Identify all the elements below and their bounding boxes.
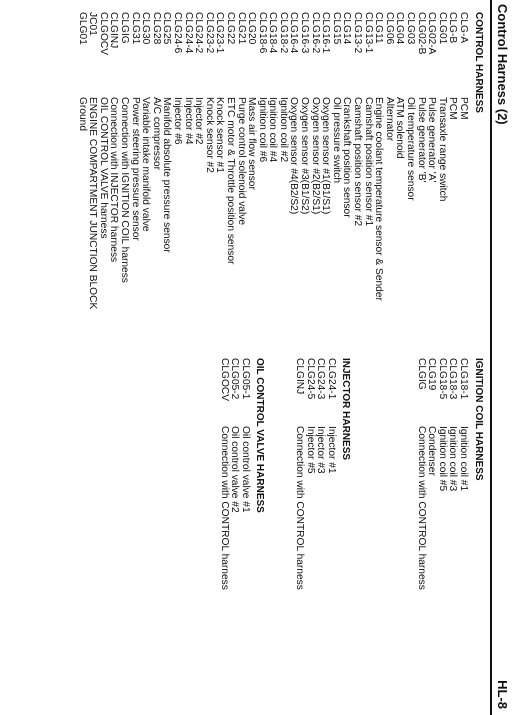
connector-description: ATM solenoid — [394, 97, 406, 159]
connector-description: Injector #2 — [193, 97, 205, 145]
connector-description: Oil pressure switch — [330, 97, 342, 184]
connector-description: Ground — [76, 97, 88, 131]
connector-code: CLG13-2 — [352, 12, 364, 54]
list-item — [246, 12, 257, 309]
list-item — [256, 12, 267, 309]
connector-description: Engine coolant temperature sensor & Sender — [373, 97, 385, 301]
list-item — [415, 12, 426, 309]
oil-control-valve-harness-title: OIL CONTROL VALVE HARNESS — [254, 358, 265, 513]
connector-code: CLG18-3 — [447, 358, 459, 400]
connector-description: Power steering pressure sensor — [129, 97, 141, 241]
connector-description: Ignition coil #3 — [447, 426, 459, 492]
connector-description: Pulse generator 'B' — [415, 97, 427, 183]
connector-description: Knock sensor #1 — [214, 97, 226, 173]
connector-description: Connection with IGNITION COIL harness — [119, 97, 130, 283]
page-title: Control Harness (2) — [495, 4, 510, 125]
list-item — [294, 358, 305, 590]
connector-code: GLG01 — [76, 12, 88, 45]
list-item — [383, 12, 394, 309]
connector-description: Knock sensor #2 — [203, 97, 215, 173]
connector-code: CLG20 — [246, 12, 258, 45]
connector-code: CLG13-1 — [362, 12, 374, 54]
list-item — [404, 12, 415, 309]
connector-code: CLG25 — [161, 12, 173, 45]
list-item — [330, 12, 341, 309]
connector-code: CLG01 — [436, 12, 448, 45]
connector-description: Variable intake manifold valve — [140, 97, 152, 232]
connector-code: CLG02-A — [426, 12, 438, 55]
connector-description: Ignition coil #5 — [436, 426, 448, 492]
connector-code: CLG19 — [426, 358, 438, 391]
connector-code: CLG02-B — [415, 12, 427, 55]
connector-description: Oxygen sensor #4(B2/S2) — [288, 97, 300, 215]
connector-description: Injector #5 — [304, 426, 316, 474]
connector-description: ETC motor & Throttle position sensor — [224, 97, 236, 265]
connector-code: CLG-A — [458, 12, 469, 44]
connector-description: Ignition coil #6 — [256, 97, 268, 163]
list-item — [320, 12, 331, 309]
connector-code: CLG23-1 — [214, 12, 226, 54]
list-item — [288, 12, 299, 309]
connector-description: Oil control valve #1 — [240, 426, 251, 513]
control-harness-title: CONTROL HARNESS — [473, 12, 484, 113]
oil-control-valve-harness-list — [218, 358, 250, 590]
list-item — [457, 358, 468, 590]
list-item — [203, 12, 214, 309]
connector-description: Injector #3 — [315, 426, 327, 474]
connector-code: CLGIG — [415, 358, 427, 390]
connector-code: CLG18-4 — [267, 12, 279, 54]
connector-description: Oil control valve #2 — [229, 426, 241, 513]
ignition-coil-harness-title: IGNITION COIL HARNESS — [473, 358, 484, 481]
list-item — [315, 358, 326, 590]
list-item — [299, 12, 310, 309]
connector-description: ENGINE COMPARTMENT JUNCTION BLOCK — [87, 97, 99, 310]
connector-code: CLG24-4 — [182, 12, 194, 54]
connector-code: CLG22 — [224, 12, 236, 45]
connector-code: CLG28 — [150, 12, 162, 45]
connector-code: CLG-B — [447, 12, 459, 44]
connector-description: A/C compressor — [150, 97, 162, 171]
connector-description: Purge control solenoid valve — [235, 97, 247, 225]
connector-code: CLG16-4 — [288, 12, 300, 54]
control-harness-list — [76, 12, 468, 309]
connector-code: CLGINJ — [294, 358, 306, 395]
connector-code: CLG18-5 — [436, 358, 448, 400]
connector-code: CLG14 — [341, 12, 353, 45]
list-item — [447, 12, 458, 309]
list-item — [193, 12, 204, 309]
connector-code: CLG15 — [330, 12, 342, 45]
connector-code: CLG16-2 — [309, 12, 321, 54]
connector-description: Oxygen sensor #3(B1/S2) — [299, 97, 311, 215]
list-item — [118, 12, 129, 309]
connector-description: Oil temperature sensor — [405, 97, 417, 201]
connector-description: PCM — [458, 97, 469, 120]
connector-code: CLGIG — [119, 12, 130, 44]
list-item — [224, 12, 235, 309]
connector-code: CLG24-5 — [304, 358, 316, 400]
connector-code: CLG05-1 — [240, 358, 251, 400]
connector-description: Ignition coil #2 — [277, 97, 289, 163]
list-item — [218, 358, 229, 590]
connector-description: Injector #1 — [326, 426, 337, 474]
connector-code: CLG30 — [140, 12, 152, 45]
connector-description: OIL CONTROL VALVE harness — [97, 97, 109, 239]
connector-code: CLG05-2 — [229, 358, 241, 400]
list-item — [426, 12, 437, 309]
list-item — [426, 358, 437, 590]
header-rule — [490, 0, 492, 715]
list-item — [309, 12, 320, 309]
list-item — [214, 12, 225, 309]
connector-code: CLG16-1 — [320, 12, 332, 54]
connector-code: CLG24-2 — [193, 12, 205, 54]
list-item — [436, 12, 447, 309]
list-item — [415, 358, 426, 590]
connector-description: Oxygen sensor #2(B2/S1) — [309, 97, 321, 215]
ignition-coil-harness-list — [415, 358, 468, 590]
injector-harness-title: INJECTOR HARNESS — [340, 358, 351, 461]
connector-code: CLG18-2 — [277, 12, 289, 54]
list-item — [76, 12, 87, 309]
connector-code: CLG18-6 — [256, 12, 268, 54]
connector-description: Condenser — [426, 426, 438, 476]
connector-code: CLGOCV — [218, 358, 230, 402]
connector-code: CLG23-2 — [203, 12, 215, 54]
connector-description: Manifold absolute pressure sensor — [161, 97, 173, 253]
connector-description: Connection with CONTROL harness — [218, 426, 230, 590]
connector-code: CLGINJ — [108, 12, 120, 49]
connector-description: Transaxle range switch — [436, 97, 448, 202]
connector-code: CLG04 — [394, 12, 406, 45]
connector-code: CLG21 — [235, 12, 247, 45]
list-item — [341, 12, 352, 309]
connector-description: Connection with CONTROL harness — [415, 426, 427, 590]
list-item — [171, 12, 182, 309]
list-item — [362, 12, 373, 309]
connector-code: CLGOCV — [97, 12, 109, 56]
connector-code: CLG06 — [383, 12, 395, 45]
connector-description: Connection with INJECTOR harness — [108, 97, 120, 263]
list-item — [239, 358, 250, 590]
connector-code: CLG03 — [405, 12, 417, 45]
list-item — [277, 12, 288, 309]
list-item — [97, 12, 108, 309]
list-item — [351, 12, 362, 309]
connector-code: CLG24-3 — [315, 358, 327, 400]
connector-description: Oxygen sensor #1(B1/S1) — [320, 97, 332, 215]
connector-description: Ignition coil #4 — [267, 97, 279, 163]
connector-code: CLG18-1 — [458, 358, 469, 400]
list-item — [150, 12, 161, 309]
page-code: HL-8 — [495, 680, 510, 709]
connector-description: Pulse generator 'A' — [426, 97, 438, 183]
connector-description: Camshaft position sensor #2 — [352, 97, 364, 227]
list-item — [394, 12, 405, 309]
list-item — [229, 358, 240, 590]
list-item — [304, 358, 315, 590]
injector-harness-list — [294, 358, 336, 590]
list-item — [182, 12, 193, 309]
connector-code: JC01 — [87, 12, 99, 36]
list-item — [129, 12, 140, 309]
connector-description: PCM — [447, 97, 459, 120]
connector-description: Ignition coil #1 — [458, 426, 469, 492]
connector-code: CLG11 — [373, 12, 385, 44]
connector-code: CLG16-3 — [299, 12, 311, 54]
list-item — [267, 12, 278, 309]
connector-code: CLG24-6 — [171, 12, 183, 54]
connector-code: CLG24-1 — [326, 358, 337, 400]
list-item — [447, 358, 458, 590]
list-item — [140, 12, 151, 309]
connector-description: Alternator — [383, 97, 395, 142]
list-item — [87, 12, 98, 309]
connector-description: Connection with CONTROL harness — [294, 426, 306, 590]
list-item — [108, 12, 119, 309]
list-item — [325, 358, 336, 590]
connector-code: CLG31 — [129, 12, 141, 45]
list-item — [436, 358, 447, 590]
connector-description: Mass air flow sensor — [246, 97, 258, 190]
connector-description: Injector #6 — [171, 97, 183, 145]
connector-description: Crankshaft position sensor — [341, 97, 353, 218]
list-item — [457, 12, 468, 309]
connector-description: Camshaft position sensor #1 — [362, 97, 374, 227]
list-item — [235, 12, 246, 309]
list-item — [161, 12, 172, 309]
list-item — [373, 12, 384, 309]
connector-description: Injector #4 — [182, 97, 194, 145]
